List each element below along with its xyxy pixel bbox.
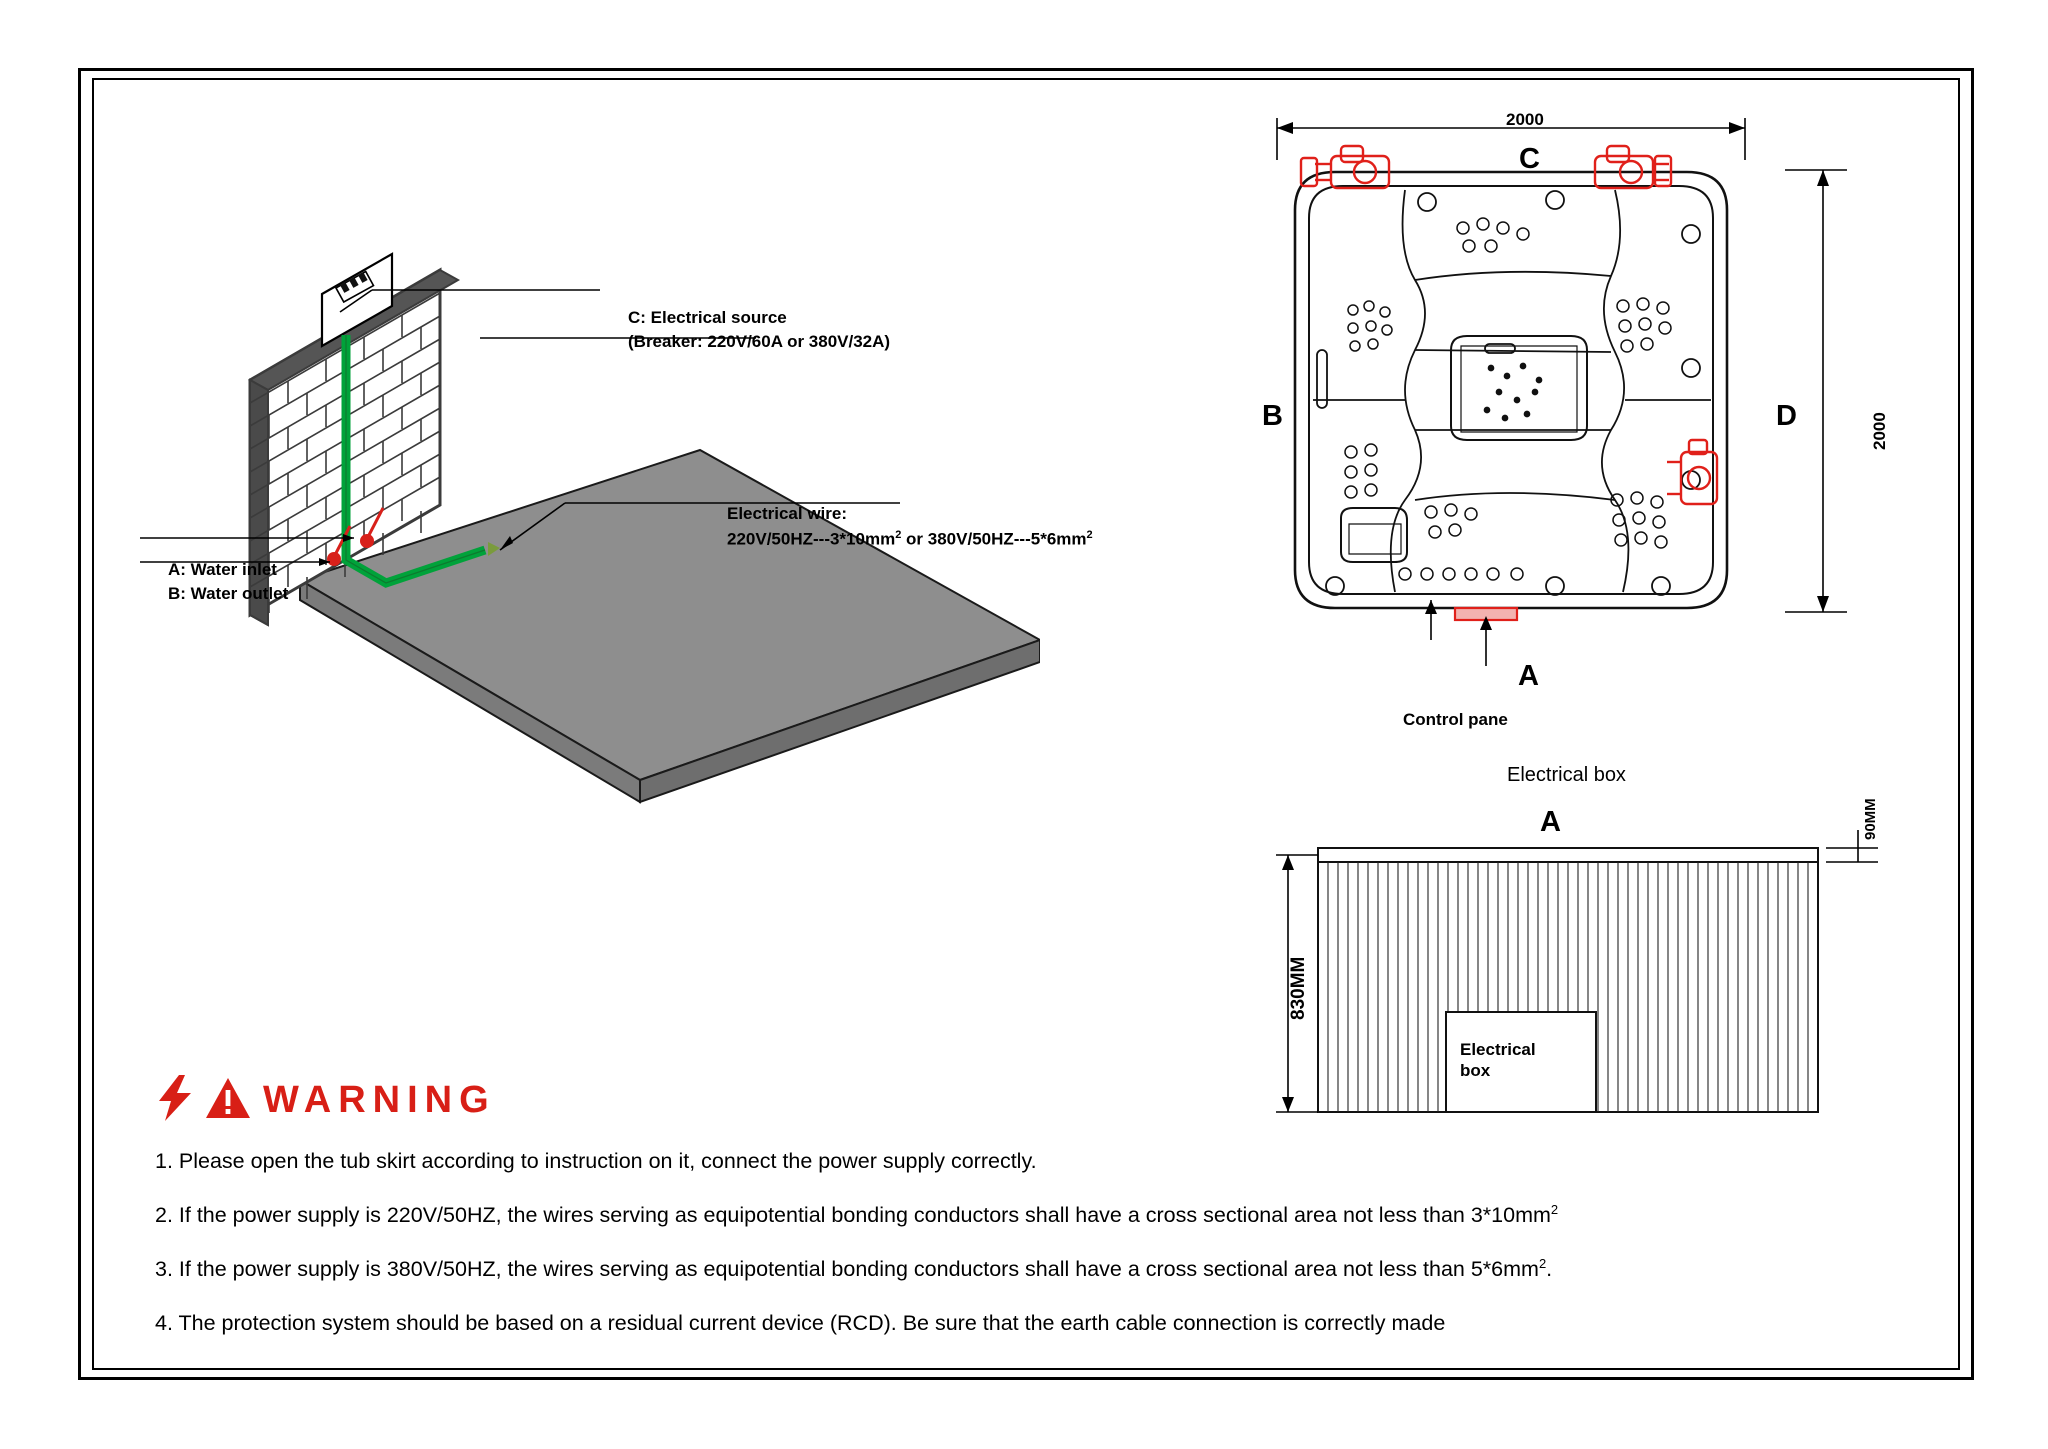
warning-notes-list (155, 1148, 1915, 1337)
side-view-height-dimension: 830MM (1288, 956, 1309, 1020)
warning-note-text: 3. If the power supply is 380V/50HZ, the wires serving as equipotential bonding conductors shall have a cross sectional area not less than 5*6mm (155, 1257, 1539, 1282)
wire-spec-220-sup: 2 (895, 529, 902, 541)
warning-note-sup: 2 (1550, 1202, 1559, 1218)
warning-note-text: 4. The protection system should be based on a residual current device (RCD). Be sure that the earth cable connection is correctly made (155, 1311, 1446, 1336)
label-electrical-wire-line1: Electrical wire: (727, 504, 848, 523)
label-electrical-wire-line2 (727, 528, 1093, 551)
plan-letter-d: D (1776, 400, 1797, 432)
warning-note (155, 1256, 1915, 1283)
warning-note-text: 2. If the power supply is 220V/50HZ, the wires serving as equipotential bonding conductors shall have a cross sectional area not less than 3*10mm (155, 1203, 1551, 1228)
label-water-inlet: A: Water inlet (168, 560, 277, 579)
warning-note-text: 1. Please open the tub skirt according to instruction on it, connect the power supply correctly. (155, 1149, 1037, 1174)
plan-height-dimension: 2000 (1870, 412, 1889, 450)
wire-spec-220: 220V/50HZ---3*10mm (727, 529, 896, 549)
ebox-line2: box (1460, 1061, 1491, 1081)
warning-triangle-icon (205, 1076, 251, 1125)
wire-spec-380-sup: 2 (1086, 529, 1093, 541)
wire-spec-380: or 380V/50HZ---5*6mm (901, 529, 1087, 549)
lightning-bolt-icon (155, 1075, 195, 1126)
warning-note (155, 1202, 1915, 1229)
spa-plan-view-drawing (1255, 100, 1895, 720)
label-electrical-source-line1: C: Electrical source (628, 308, 787, 327)
side-view-lip-dimension: 90MM (1862, 798, 1879, 840)
plan-width-dimension: 2000 (1506, 110, 1544, 129)
warning-note-sup: 2 (1538, 1256, 1547, 1272)
warning-title: WARNING (263, 1079, 496, 1121)
label-electrical-box-plan: Electrical box (1507, 764, 1626, 786)
side-view-letter-a: A (1540, 806, 1561, 838)
label-water-outlet: B: Water outlet (168, 584, 289, 603)
warning-note-tail: . (1546, 1257, 1553, 1282)
label-control-panel: Control pane (1403, 710, 1508, 729)
warning-note (155, 1148, 1915, 1175)
warning-block (155, 1075, 1915, 1364)
plan-letter-c: C (1519, 143, 1540, 175)
label-electrical-source-line2: (Breaker: 220V/60A or 380V/32A) (628, 332, 891, 351)
warning-note (155, 1310, 1915, 1337)
plan-letter-a: A (1518, 660, 1539, 692)
plan-letter-b: B (1262, 400, 1283, 432)
ebox-line1: Electrical (1460, 1040, 1536, 1059)
